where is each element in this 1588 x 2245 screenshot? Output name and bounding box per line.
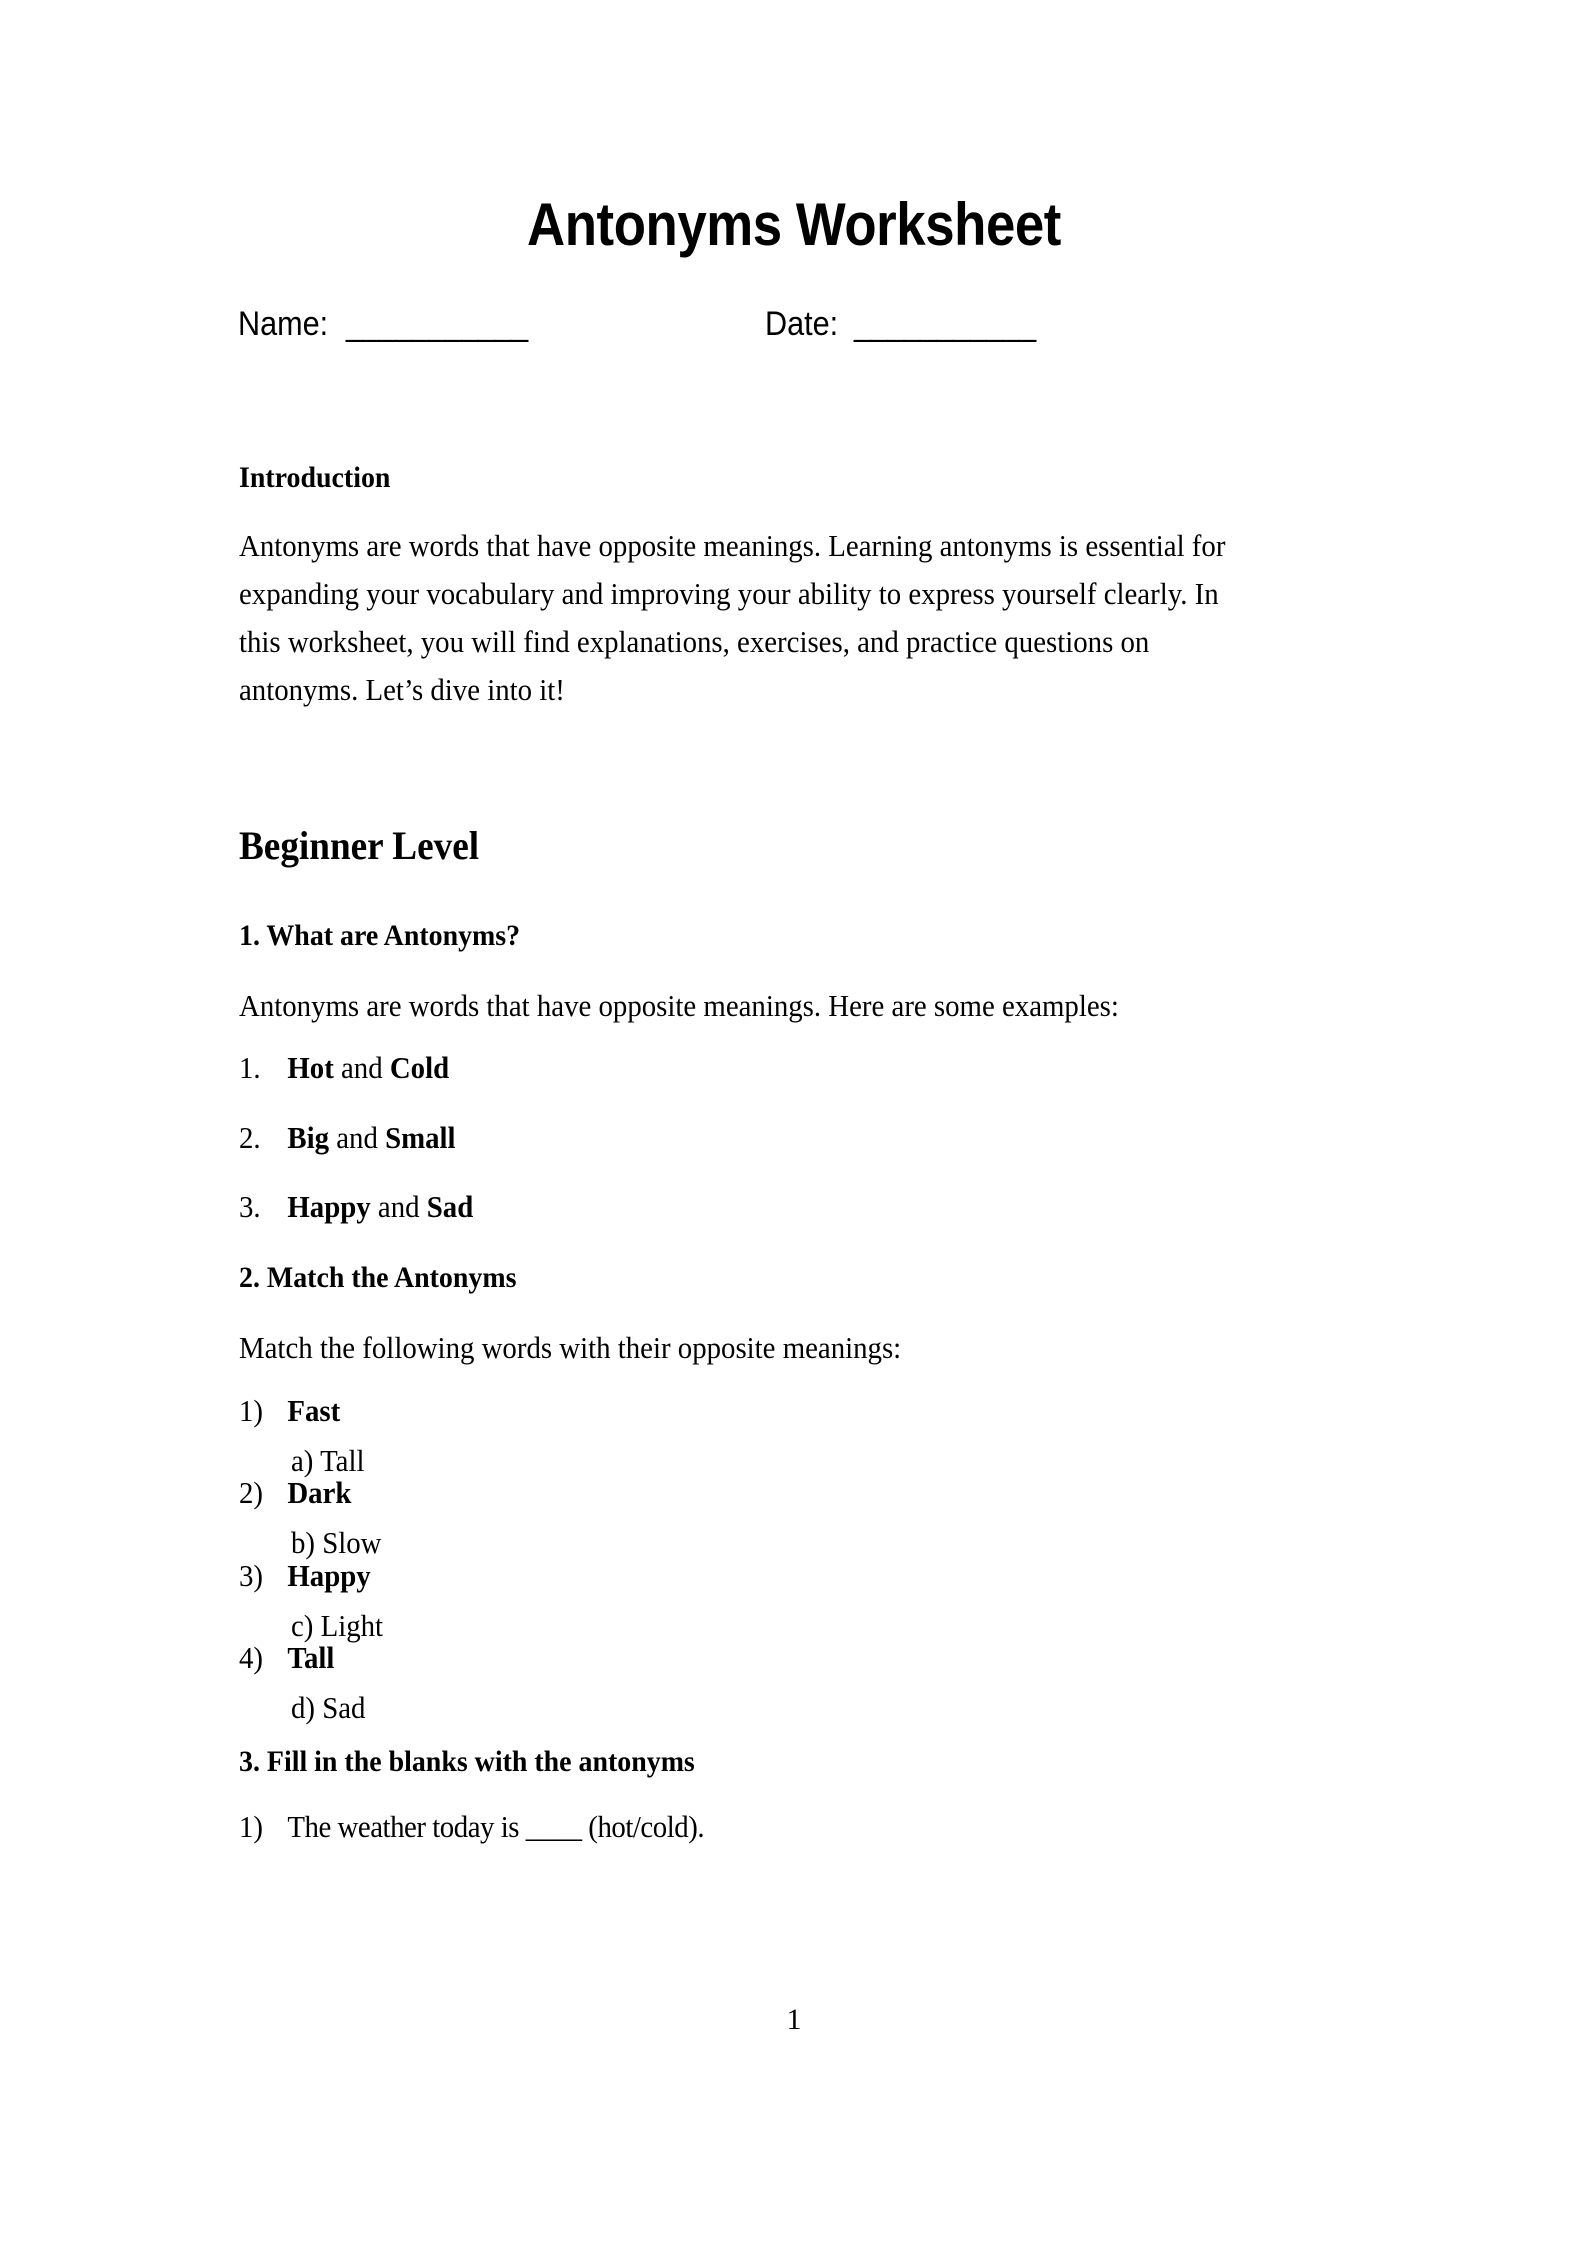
match-marker: 1): [239, 1393, 264, 1428]
list-item: [239, 1117, 1249, 1159]
antonym-term-b: Cold: [389, 1050, 450, 1085]
fill-blank-text[interactable]: The weather today is ____ (hot/cold).: [287, 1809, 705, 1844]
antonym-term-b: Small: [385, 1120, 456, 1155]
date-field-group[interactable]: [765, 302, 1051, 346]
match-term: Tall: [287, 1640, 335, 1675]
conjunction: and: [329, 1120, 386, 1155]
match-item: [239, 1555, 1249, 1597]
match-option[interactable]: c) Light: [291, 1608, 384, 1643]
conjunction: and: [370, 1189, 427, 1224]
beginner-level-heading: Beginner Level: [239, 823, 480, 868]
antonym-term-a: Happy: [287, 1189, 371, 1224]
question-3-heading: 3. Fill in the blanks with the antonyms: [239, 1745, 695, 1778]
list-marker: 1.: [239, 1050, 261, 1085]
student-info-row: [238, 302, 1338, 354]
match-option[interactable]: b) Slow: [291, 1525, 382, 1560]
date-label: Date:: [765, 305, 839, 343]
fill-blank-item[interactable]: [239, 1806, 1249, 1848]
question-2-heading: 2. Match the Antonyms: [239, 1261, 517, 1294]
match-marker: 4): [239, 1640, 264, 1675]
name-blank[interactable]: ___________: [346, 305, 528, 343]
match-item: [239, 1472, 1249, 1514]
introduction-heading: Introduction: [239, 461, 391, 494]
match-item: [239, 1637, 1249, 1679]
match-term: Fast: [287, 1393, 341, 1428]
question-1-heading: 1. What are Antonyms?: [239, 919, 521, 952]
list-marker: 2.: [239, 1120, 261, 1155]
antonym-term-a: Hot: [287, 1050, 334, 1085]
list-item: [239, 1186, 1249, 1228]
date-blank[interactable]: ___________: [854, 305, 1036, 343]
antonym-term-b: Sad: [426, 1189, 474, 1224]
match-marker: 3): [239, 1558, 264, 1593]
match-option[interactable]: d) Sad: [291, 1690, 366, 1725]
match-term: Happy: [287, 1558, 371, 1593]
question-1-intro: Antonyms are words that have opposite meanings. Here are some examples:: [239, 988, 1119, 1023]
match-item: [239, 1390, 1249, 1432]
list-marker: 3.: [239, 1189, 261, 1224]
name-label: Name:: [238, 305, 329, 343]
fill-blank-marker: 1): [239, 1809, 264, 1844]
match-marker: 2): [239, 1475, 264, 1510]
name-field-group[interactable]: [238, 302, 543, 346]
match-option[interactable]: a) Tall: [291, 1443, 365, 1478]
question-2-intro: Match the following words with their opposite meanings:: [239, 1330, 902, 1365]
page-title: Antonyms Worksheet: [527, 191, 1061, 258]
list-item: [239, 1047, 1249, 1089]
match-term: Dark: [287, 1475, 352, 1510]
antonym-term-a: Big: [287, 1120, 330, 1155]
introduction-body: Antonyms are words that have opposite meanings. Learning antonyms is essential for expanding your vocabulary and improving your ability to express yourself clearly. In this worksheet, you will find explanations, exercises, and practice questions on antonyms. Let’s dive into it!: [239, 528, 1226, 707]
conjunction: and: [333, 1050, 390, 1085]
page-number: 1: [786, 2003, 802, 2036]
